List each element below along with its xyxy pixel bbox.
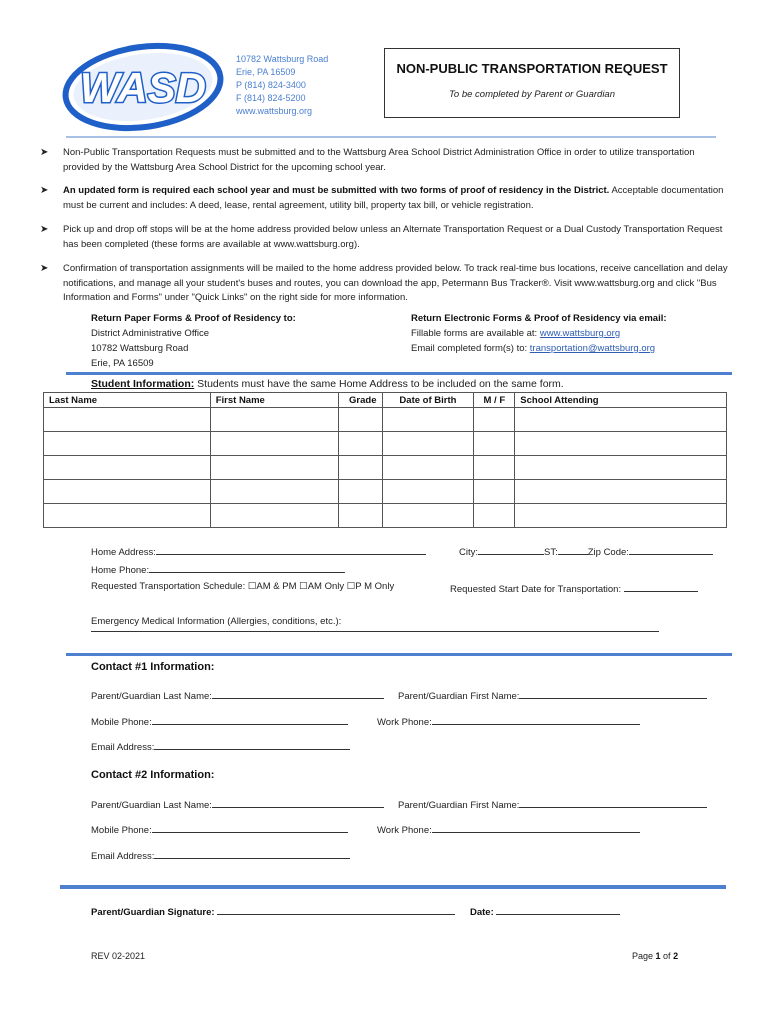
table-cell[interactable] [515,456,727,480]
header-divider [66,136,716,138]
col-school-attending: School Attending [515,393,727,408]
return-paper-section [91,311,391,371]
return-electronic-section [411,311,731,356]
return-paper-heading: Return Paper Forms & Proof of Residency to: [91,313,296,324]
fax-line: F (814) 824-5200 [236,93,306,103]
contact1-last-name-input[interactable] [212,688,384,699]
return-electronic-heading: Return Electronic Forms & Proof of Residency via email: [411,313,667,324]
table-cell[interactable] [382,432,474,456]
table-cell[interactable] [474,480,515,504]
page-title: NON-PUBLIC TRANSPORTATION REQUEST [396,61,668,76]
student-info-title [91,378,564,390]
email-completed-label: Email completed form(s) to: [411,343,530,354]
student-info-heading: Student Information: [91,378,195,390]
bullet-item [40,146,730,176]
table-row [44,456,727,480]
bullet-item [40,223,730,253]
transportation-email-link[interactable]: transportation@wattsburg.org [529,343,656,354]
checkbox-icon[interactable]: ☐ [346,581,356,592]
contact2-last-name-input[interactable] [212,797,384,808]
arrow-bullet-icon: ➤ [40,147,49,158]
page-prefix: Page [632,951,656,961]
col-first-name: First Name [210,393,338,408]
bullet-bold-text: An updated form is required each school year and must be submitted with two forms of proof of residency in the District. [63,185,610,196]
page-number [632,951,678,961]
table-row [44,504,727,528]
checkbox-icon[interactable]: ☐ [247,581,257,592]
website-line[interactable]: www.wattsburg.org [236,106,313,116]
schedule-option-pm-only: P M Only [355,581,395,592]
mobile-label: Mobile Phone: [91,717,152,728]
student-table [43,392,727,528]
table-row [44,408,727,432]
col-gender: M / F [474,393,515,408]
bullet-item [40,262,730,306]
col-last-name: Last Name [44,393,211,408]
contact2-first-name-field [398,797,707,811]
email-label: Email Address: [91,742,155,753]
state-input[interactable] [558,544,588,555]
table-cell[interactable] [515,480,727,504]
home-phone-input[interactable] [149,562,345,573]
start-date-input[interactable] [624,581,698,592]
schedule-field [91,581,394,592]
contact1-first-name-input[interactable] [519,688,707,699]
table-cell[interactable] [44,504,211,528]
table-cell[interactable] [338,504,382,528]
contact1-last-name-field [91,688,384,702]
contact2-work-field [377,822,640,836]
table-cell[interactable] [210,408,338,432]
table-header-row [44,393,727,408]
arrow-bullet-icon: ➤ [40,185,49,196]
date-label: Date: [470,907,494,918]
contact1-work-field [377,714,640,728]
bullet-text: Non-Public Transportation Requests must be submitted and to the Wattsburg Area School District Administration Office in order to utilize transportation provided by the Wattsburg Area School District for the upcoming school year. [63,147,695,173]
table-cell[interactable] [210,456,338,480]
table-cell[interactable] [474,432,515,456]
table-cell[interactable] [210,504,338,528]
contact2-mobile-field [91,822,348,836]
arrow-bullet-icon: ➤ [40,263,49,274]
last-name-label: Parent/Guardian Last Name: [91,800,212,811]
start-date-label: Requested Start Date for Transportation: [450,584,622,595]
table-row [44,432,727,456]
contact1-work-input[interactable] [432,714,640,725]
title-box [384,48,680,118]
wasd-logo [62,40,224,134]
table-cell[interactable] [44,480,211,504]
table-cell[interactable] [382,456,474,480]
district-address [236,53,328,118]
table-cell[interactable] [382,504,474,528]
date-field [470,904,620,918]
table-cell[interactable] [474,504,515,528]
table-cell[interactable] [338,456,382,480]
page-subtitle: To be completed by Parent or Guardian [449,89,615,100]
bullet-text: Pick up and drop off stops will be at the home address provided below unless an Alternate Transportation Request or a Dual Custody Transportation Request has been completed (these forms are available at www.wattsburg.org). [63,224,723,250]
home-phone-label: Home Phone: [91,565,150,576]
date-input[interactable] [496,904,620,915]
table-cell[interactable] [210,432,338,456]
home-address-input[interactable] [156,544,426,555]
table-cell[interactable] [44,432,211,456]
page-of: of [660,951,674,961]
contact1-mobile-input[interactable] [152,714,348,725]
logo-text: WASD [80,64,206,111]
table-cell[interactable] [515,432,727,456]
contact1-email-input[interactable] [154,739,350,750]
start-date-field [450,581,698,595]
table-cell[interactable] [210,480,338,504]
return-paper-line: District Administrative Office [91,328,210,339]
emergency-input[interactable] [91,631,659,632]
table-cell[interactable] [515,504,727,528]
table-cell[interactable] [44,456,211,480]
contact2-work-input[interactable] [432,822,640,833]
student-info-note: Students must have the same Home Address to be included on the same form. [194,378,564,390]
contact2-email-input[interactable] [154,848,350,859]
bullet-text: Acceptable documentation must be current and includes: A deed, lease, rental agreement, utility bill, property tax bill, or vehicle registration. [63,185,724,211]
table-cell[interactable] [338,432,382,456]
signature-field [91,904,455,918]
contact1-email-field [91,739,350,753]
page-current: 1 [655,951,661,961]
contact1-heading: Contact #1 Information: [91,661,215,673]
bullet-item [40,184,730,214]
mobile-label: Mobile Phone: [91,825,152,836]
address-line: Erie, PA 16509 [236,67,296,77]
contact2-email-field [91,848,350,862]
contact2-mobile-input[interactable] [152,822,348,833]
section-divider [66,653,732,656]
contact2-last-name-field [91,797,384,811]
contact1-first-name-field [398,688,707,702]
work-label: Work Phone: [377,717,432,728]
table-cell[interactable] [474,408,515,432]
section-divider [60,885,726,889]
phone-line: P (814) 824-3400 [236,80,306,90]
work-label: Work Phone: [377,825,432,836]
home-address-label: Home Address: [91,547,156,558]
signature-label: Parent/Guardian Signature: [91,907,215,918]
revision-text: REV 02-2021 [91,951,146,961]
schedule-option-am-pm: AM & PM [256,581,297,592]
city-input[interactable] [478,544,544,555]
page-total: 2 [673,951,679,961]
city-label: City: [459,547,478,558]
table-cell[interactable] [44,408,211,432]
home-address-field [91,544,426,558]
table-cell[interactable] [515,408,727,432]
checkbox-icon[interactable]: ☐ [299,581,308,592]
arrow-bullet-icon: ➤ [40,224,49,235]
table-cell[interactable] [474,456,515,480]
col-date-of-birth: Date of Birth [382,393,474,408]
home-phone-field [91,562,345,576]
table-cell[interactable] [382,480,474,504]
contact2-first-name-input[interactable] [519,797,707,808]
address-line: 10782 Wattsburg Road [236,54,329,64]
table-cell[interactable] [382,408,474,432]
city-st-zip-field [459,544,713,558]
state-label: ST: [544,547,558,558]
table-row [44,480,727,504]
bullet-text: Confirmation of transportation assignments will be mailed to the home address provided below. To track real-time bus locations, receive cancellation and delay notifications, and manage all your student's buses and routes, you can download the app, Petermann Bus Tracker®. Visit www.wattsburg.org and click "Bus Information and Forms" under "Quick Links" on the right side for more information. [63,263,728,303]
email-label: Email Address: [91,851,155,862]
schedule-label: Requested Transportation Schedule: [91,581,246,592]
emergency-label: Emergency Medical Information (Allergies, conditions, etc.): [91,616,342,627]
first-name-label: Parent/Guardian First Name: [398,800,520,811]
section-divider [66,372,732,375]
zip-label: Zip Code: [587,547,629,558]
col-grade: Grade [338,393,382,408]
schedule-option-am-only: AM Only [307,581,345,592]
return-paper-line: 10782 Wattsburg Road [91,343,189,354]
fillable-forms-label: Fillable forms are available at: [411,328,540,339]
first-name-label: Parent/Guardian First Name: [398,691,520,702]
zip-input[interactable] [629,544,713,555]
website-link[interactable]: www.wattsburg.org [539,328,621,339]
table-cell[interactable] [338,480,382,504]
table-cell[interactable] [338,408,382,432]
contact1-mobile-field [91,714,348,728]
signature-input[interactable] [217,904,455,915]
last-name-label: Parent/Guardian Last Name: [91,691,212,702]
return-paper-line: Erie, PA 16509 [91,358,154,369]
contact2-heading: Contact #2 Information: [91,769,215,781]
